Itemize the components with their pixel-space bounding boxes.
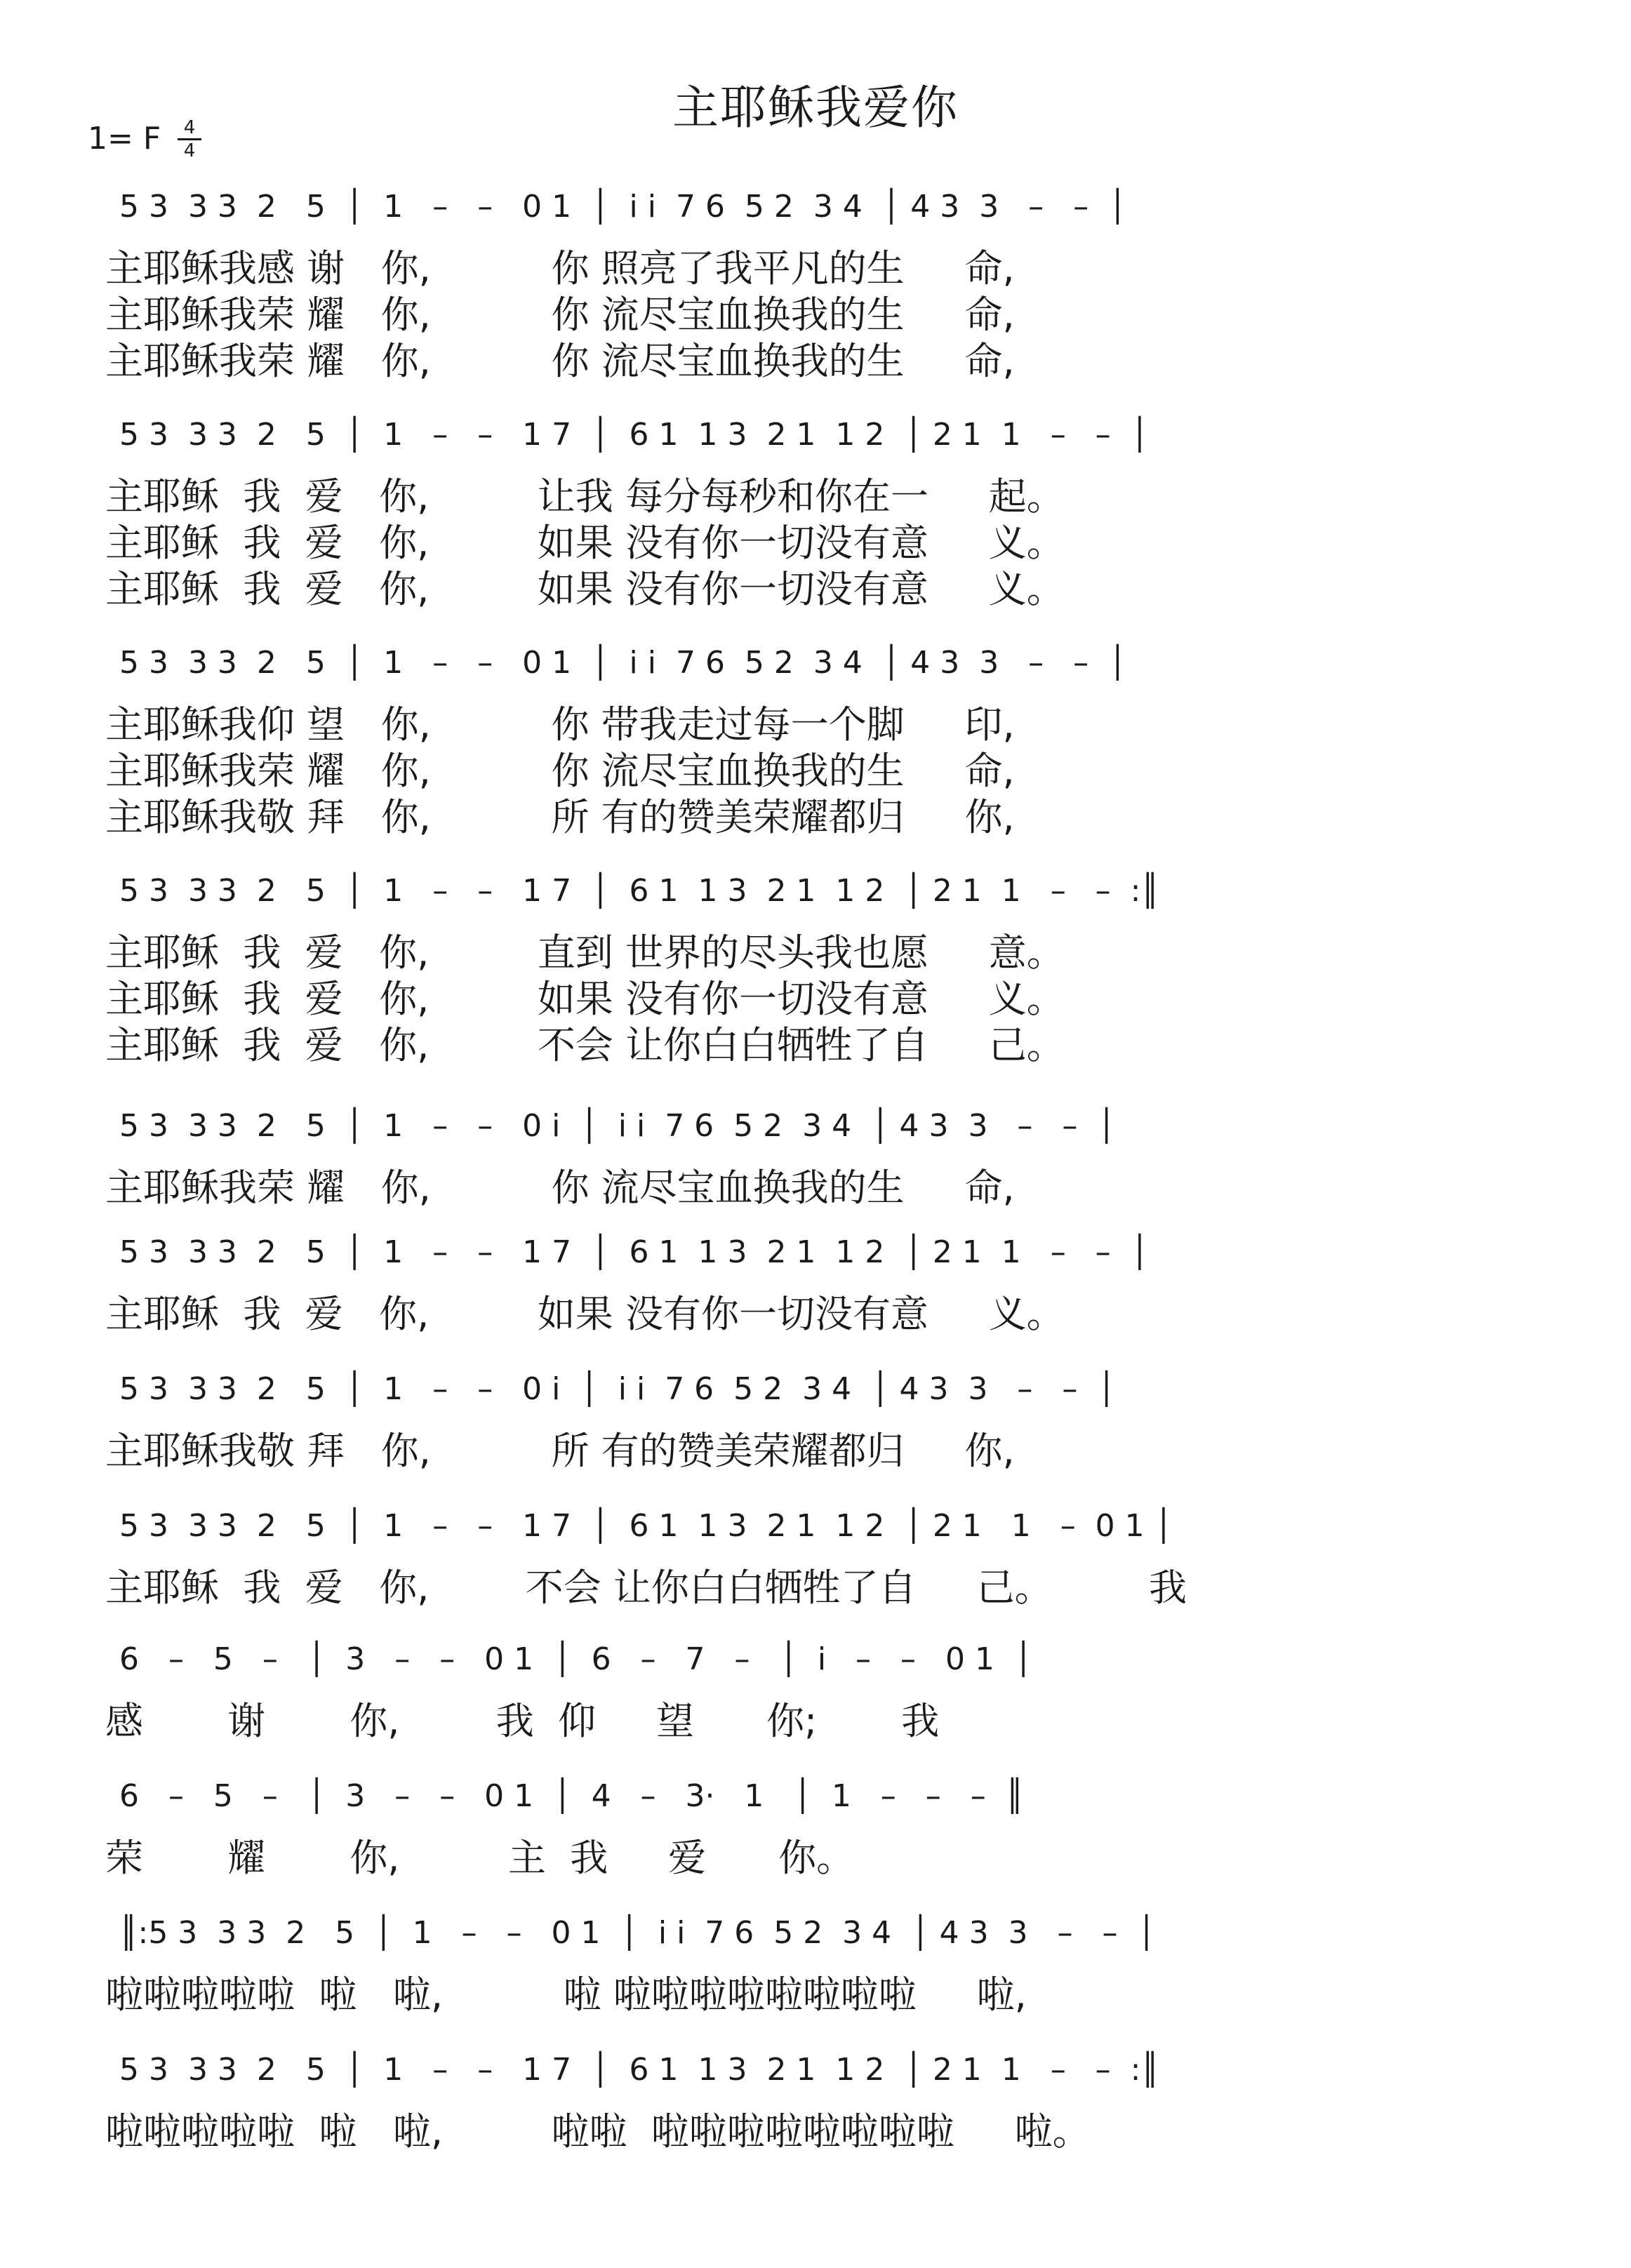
- notes-line: 5 3 3 3 2 5 │ 1 – – 0 i │ i i 7 6 5 2 3 4 │ 4 3 3 – – │: [119, 1108, 1116, 1144]
- lyric-line: 主耶稣 我 爱 你, 如果 没有你一切没有意 义。: [105, 977, 1065, 1021]
- notes-line: 6 – 5 – │ 3 – – 0 1 │ 4 – 3· 1 │ 1 – – – ║: [119, 1778, 1025, 1814]
- score-system: [0, 2039, 1631, 2158]
- lyric-line: 主耶稣 我 爱 你, 如果 没有你一切没有意 义。: [105, 1292, 1065, 1336]
- lyric-line: 主耶稣我荣 耀 你, 你 流尽宝血换我的生 命,: [105, 1166, 1015, 1210]
- score-system: [0, 1495, 1631, 1614]
- lyric-line: 感 谢 你, 我 仰 望 你; 我: [105, 1699, 940, 1743]
- lyric-line: 主耶稣我荣 耀 你, 你 流尽宝血换我的生 命,: [105, 293, 1015, 337]
- lyric-line: 主耶稣我敬 拜 你, 所 有的赞美荣耀都归 你,: [105, 1429, 1015, 1473]
- notes-line: 5 3 3 3 2 5 │ 1 – – 1 7 │ 6 1 1 3 2 1 1 2 │ 2 1 1 – – │: [119, 417, 1150, 453]
- lyric-line: 啦啦啦啦啦 啦 啦, 啦啦 啦啦啦啦啦啦啦啦 啦。: [105, 2109, 1091, 2154]
- song-title: 主耶稣我爱你: [672, 81, 959, 135]
- score-system: [0, 1358, 1631, 1477]
- notes-line: 5 3 3 3 2 5 │ 1 – – 1 7 │ 6 1 1 3 2 1 1 2 │ 2 1 1 – 0 1 │: [119, 1508, 1173, 1544]
- score-system: [0, 1902, 1631, 2021]
- notes-line: 5 3 3 3 2 5 │ 1 – – 0 i │ i i 7 6 5 2 3 4 │ 4 3 3 – – │: [119, 1371, 1116, 1407]
- lyric-line: 荣 耀 你, 主 我 爱 你。: [105, 1836, 855, 1880]
- score-system: [0, 632, 1631, 842]
- score-system: [0, 1095, 1631, 1214]
- lyric-line: 主耶稣 我 爱 你, 直到 世界的尽头我也愿 意。: [105, 930, 1065, 975]
- time-signature-top: 4: [183, 117, 196, 138]
- lyric-line: 主耶稣我敬 拜 你, 所 有的赞美荣耀都归 你,: [105, 795, 1015, 839]
- lyric-line: 主耶稣我感 谢 你, 你 照亮了我平凡的生 命,: [105, 246, 1015, 291]
- lyric-line: 主耶稣 我 爱 你, 不会 让你白白牺牲了自 己。 我: [105, 1566, 1187, 1610]
- notes-line: 5 3 3 3 2 5 │ 1 – – 1 7 │ 6 1 1 3 2 1 1 2 │ 2 1 1 – – :║: [119, 873, 1159, 909]
- score-system: [0, 175, 1631, 386]
- key-signature: 1= F: [88, 121, 161, 156]
- notes-line: 5 3 3 3 2 5 │ 1 – – 1 7 │ 6 1 1 3 2 1 1 2 │ 2 1 1 – – │: [119, 1234, 1150, 1270]
- lyric-line: 主耶稣 我 爱 你, 不会 让你白白牺牲了自 己。: [105, 1023, 1065, 1067]
- lyric-line: 啦啦啦啦啦 啦 啦, 啦 啦啦啦啦啦啦啦啦 啦,: [105, 1973, 1027, 2017]
- score-system: [0, 860, 1631, 1070]
- notes-line: ║:5 3 3 3 2 5 │ 1 – – 0 1 │ i i 7 6 5 2 3 4 │ 4 3 3 – – │: [119, 1915, 1156, 1951]
- lyric-line: 主耶稣我荣 耀 你, 你 流尽宝血换我的生 命,: [105, 749, 1015, 793]
- lyric-line: 主耶稣 我 爱 你, 如果 没有你一切没有意 义。: [105, 521, 1065, 565]
- lyric-line: 主耶稣 我 爱 你, 如果 没有你一切没有意 义。: [105, 567, 1065, 611]
- time-signature: [178, 118, 201, 161]
- score-system: [0, 1765, 1631, 1884]
- lyric-line: 主耶稣我荣 耀 你, 你 流尽宝血换我的生 命,: [105, 339, 1015, 383]
- score-system: [0, 1221, 1631, 1340]
- notes-line: 5 3 3 3 2 5 │ 1 – – 0 1 │ i i 7 6 5 2 3 4 │ 4 3 3 – – │: [119, 189, 1127, 225]
- score-system: [0, 403, 1631, 614]
- time-signature-bottom: 4: [183, 140, 196, 161]
- notes-line: 5 3 3 3 2 5 │ 1 – – 1 7 │ 6 1 1 3 2 1 1 2 │ 2 1 1 – – :║: [119, 2052, 1159, 2088]
- score-system: [0, 1628, 1631, 1747]
- lyric-line: 主耶稣 我 爱 你, 让我 每分每秒和你在一 起。: [105, 474, 1065, 519]
- lyric-line: 主耶稣我仰 望 你, 你 带我走过每一个脚 印,: [105, 702, 1015, 747]
- notes-line: 5 3 3 3 2 5 │ 1 – – 0 1 │ i i 7 6 5 2 3 4 │ 4 3 3 – – │: [119, 645, 1127, 681]
- notes-line: 6 – 5 – │ 3 – – 0 1 │ 6 – 7 – │ i – – 0 1 │: [119, 1641, 1033, 1677]
